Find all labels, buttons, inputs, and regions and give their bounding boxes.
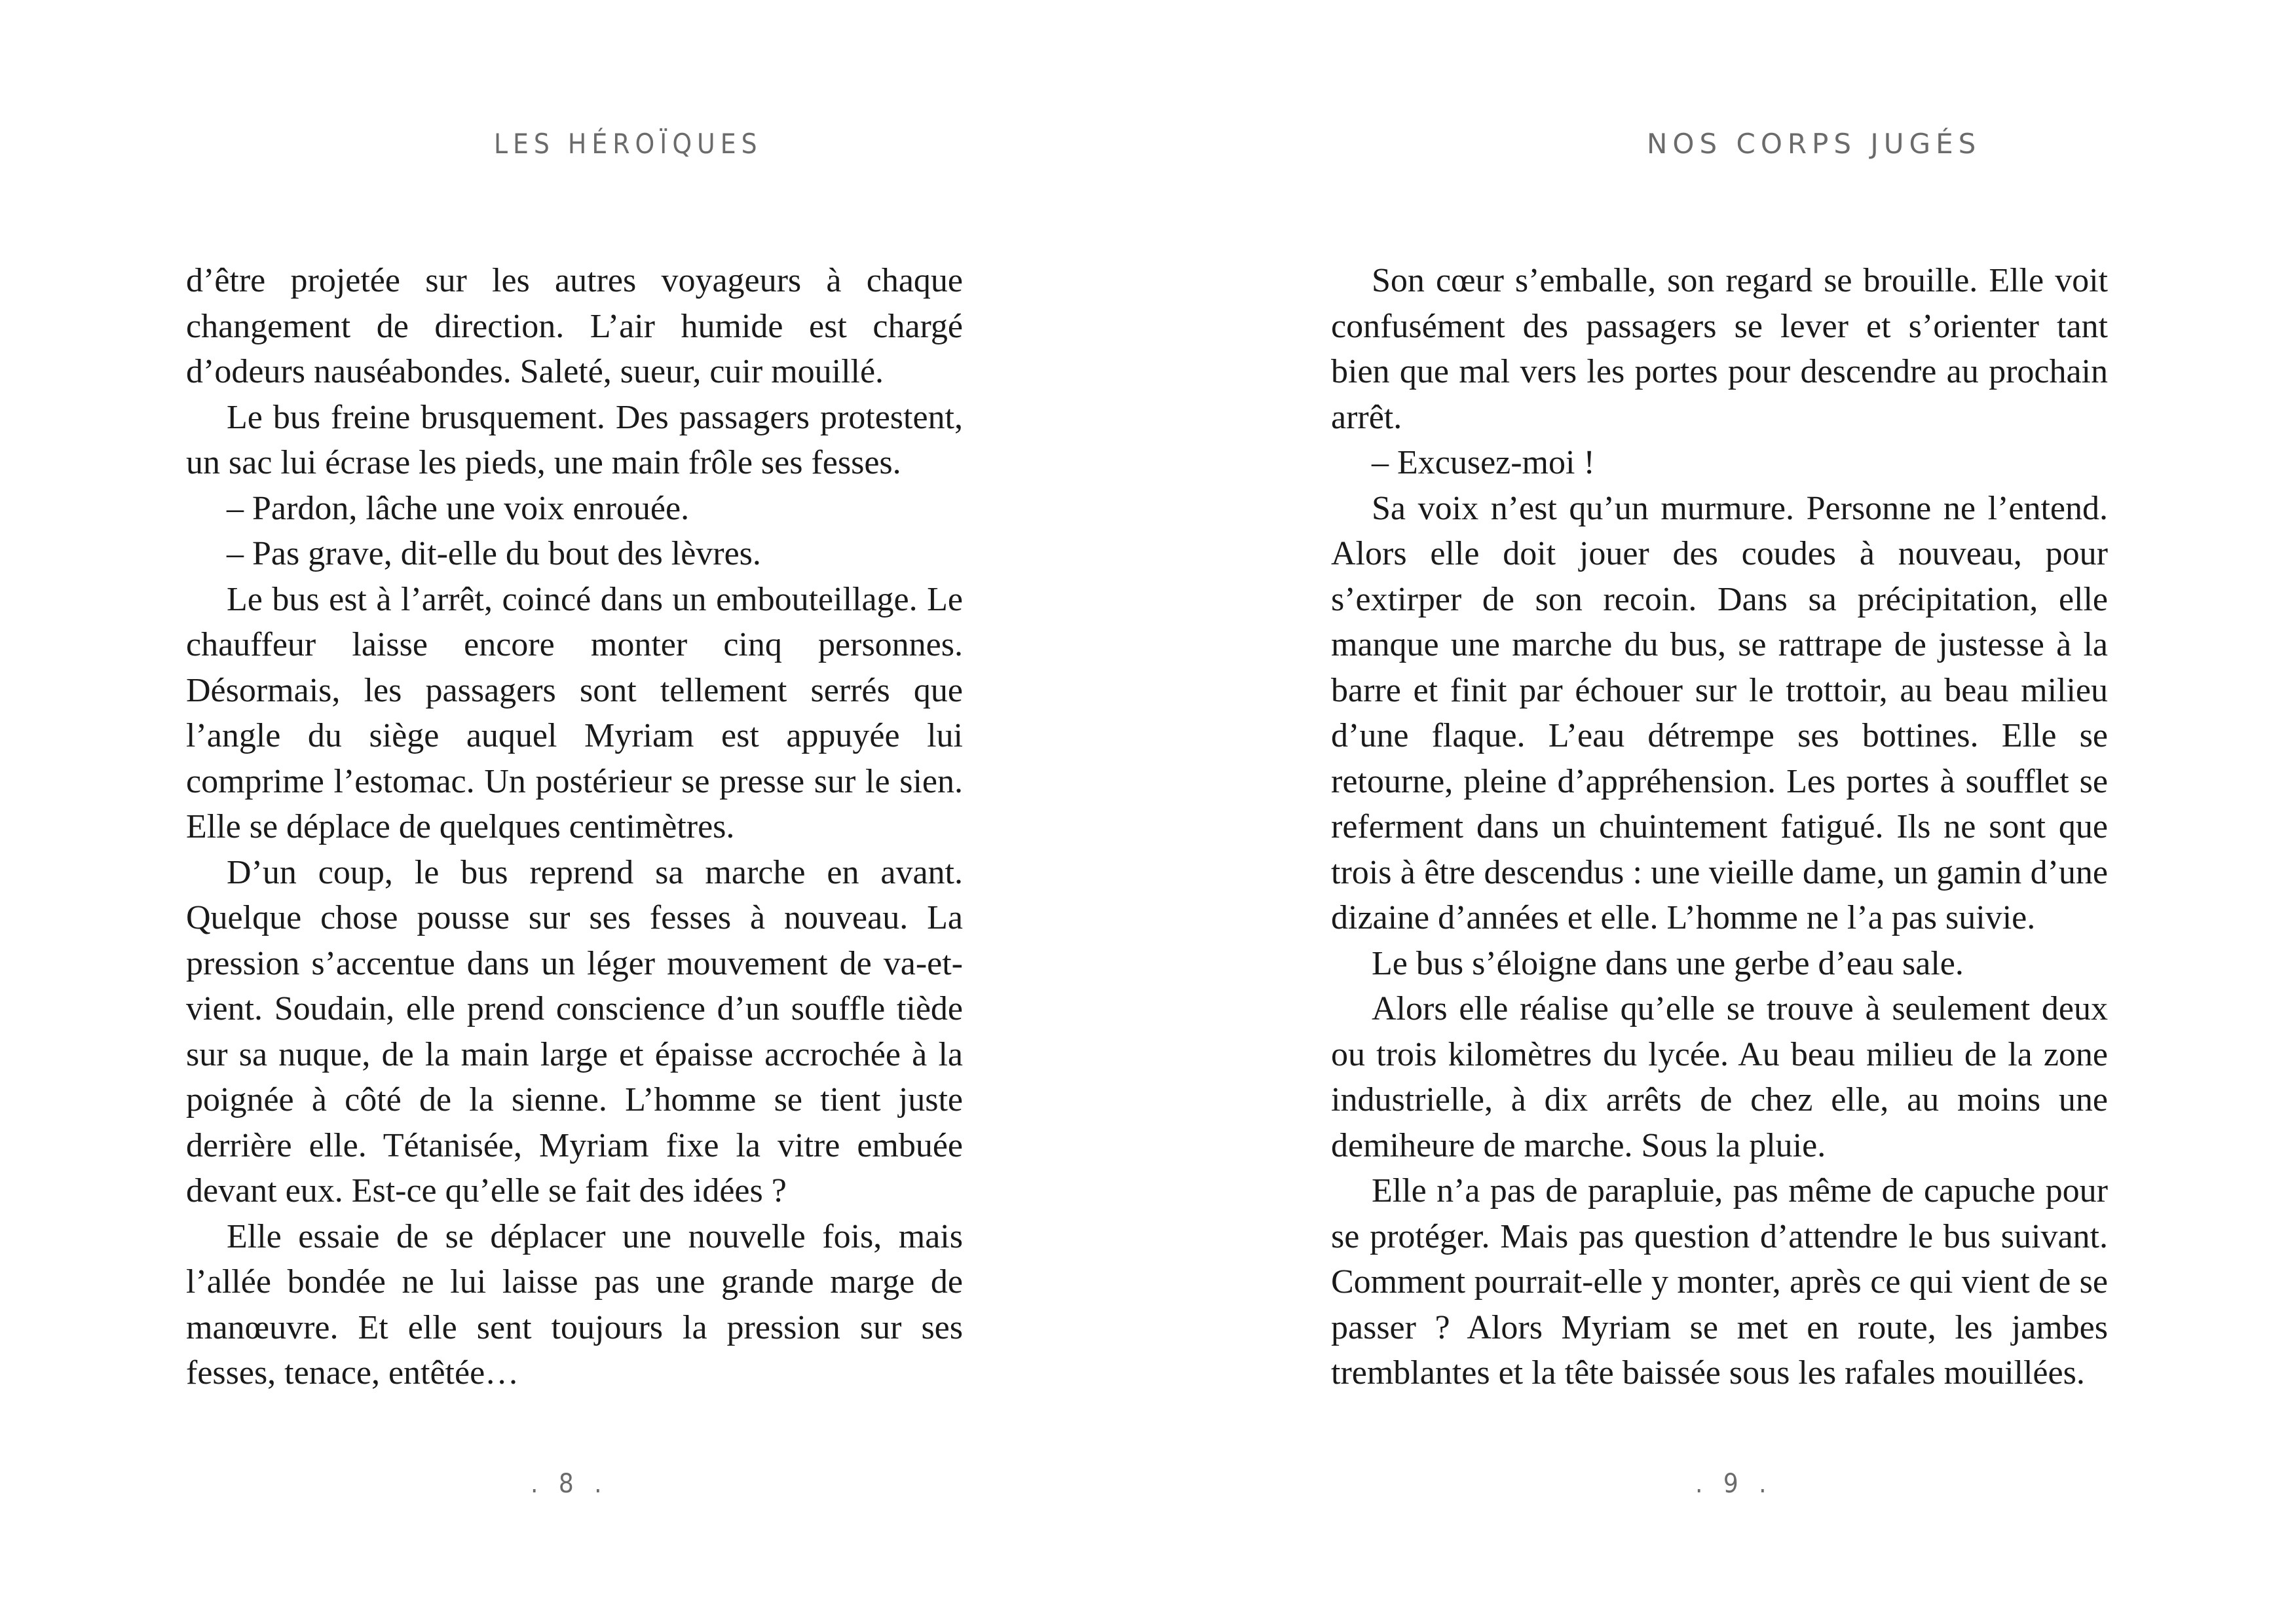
paragraph: – Excusez-moi ! [1372,444,1595,481]
paragraph: Le bus freine brusquement. Des passagers protestent, un sac lui écrase les pieds, une main frôle ses fesses. [186,398,963,481]
running-head [1647,124,1981,164]
paragraph: Elle n’a pas de parapluie, pas même de capuche pour se protéger. Mais pas question d’attendre le bus suivant. Comment pourrait-elle y monter, après ce qui vient de se passer ? Alors Myriam se met en route, les jambes tremblantes et la tête baissée sous les rafales mouillées. [1331,1172,2108,1392]
paragraph: – Pas grave, dit-elle du bout des lèvres. [227,535,761,572]
running-head-text: LES HÉROÏQUES [494,128,762,160]
paragraph: D’un coup, le bus reprend sa marche en avant. Quelque chose pousse sur ses fesses à nouveau. La pression s’accentue dans un léger mouvement de va-et-vient. Soudain, elle prend conscience d’un souffle tiède sur sa nuque, de la main large et épaisse accrochée à la poignée à côté de la sienne. L’homme se tient juste derrière elle. Tétanisée, Myriam fixe la vitre embuée devant eux. Est-ce qu’elle se fait des idées ? [186,853,963,1209]
running-head [494,124,762,164]
right-page [1145,0,2290,1624]
paragraph: – Pardon, lâche une voix enrouée. [227,489,690,527]
page-number: . 8 . [531,1469,609,1499]
body-text [186,258,963,1396]
body-text [1331,258,2108,1396]
paragraph: d’être projetée sur les autres voyageurs à chaque changement de direction. L’air humide est chargé d’odeurs nauséabondes. Saleté, sueur, cuir mouillé. [186,262,963,390]
running-head-text: NOS CORPS JUGÉS [1647,128,1981,160]
page-number: . 9 . [1695,1469,1773,1499]
paragraph: Alors elle réalise qu’elle se trouve à seulement deux ou trois kilomètres du lycée. Au beau milieu de la zone industrielle, à dix arrêts de chez elle, au moins une demiheure de marche. Sous la pluie. [1331,990,2108,1164]
paragraph: Le bus s’éloigne dans une gerbe d’eau sale. [1372,944,1964,982]
paragraph: Son cœur s’emballe, son regard se brouille. Elle voit confusément des passagers se lever et s’orienter tant bien que mal vers les portes pour descendre au prochain arrêt. [1331,262,2108,436]
paragraph: Le bus est à l’arrêt, coincé dans un embouteillage. Le chauffeur laisse encore monter cinq personnes. Désormais, les passagers sont tellement serrés que l’angle du siège auquel Myriam est appuyée lui comprime l’estomac. Un postérieur se presse sur le sien. Elle se déplace de quelques centimètres. [186,580,963,845]
paragraph: Sa voix n’est qu’un murmure. Personne ne l’entend. Alors elle doit jouer des coudes à nouveau, pour s’extirper de son recoin. Dans sa précipitation, elle manque une marche du bus, se rattrape de justesse à la barre et finit par échouer sur le trottoir, au beau milieu d’une flaque. L’eau détrempe ses bottines. Elle se retourne, pleine d’appréhension. Les portes à soufflet se referment dans un chuintement fatigué. Ils ne sont que trois à être descendus : une vieille dame, un gamin d’une dizaine d’années et elle. L’homme ne l’a pas suivie. [1331,489,2108,936]
paragraph: Elle essaie de se déplacer une nouvelle fois, mais l’allée bondée ne lui laisse pas une grande marge de manœuvre. Et elle sent toujours la pression sur ses fesses, tenace, entêtée… [186,1217,963,1392]
